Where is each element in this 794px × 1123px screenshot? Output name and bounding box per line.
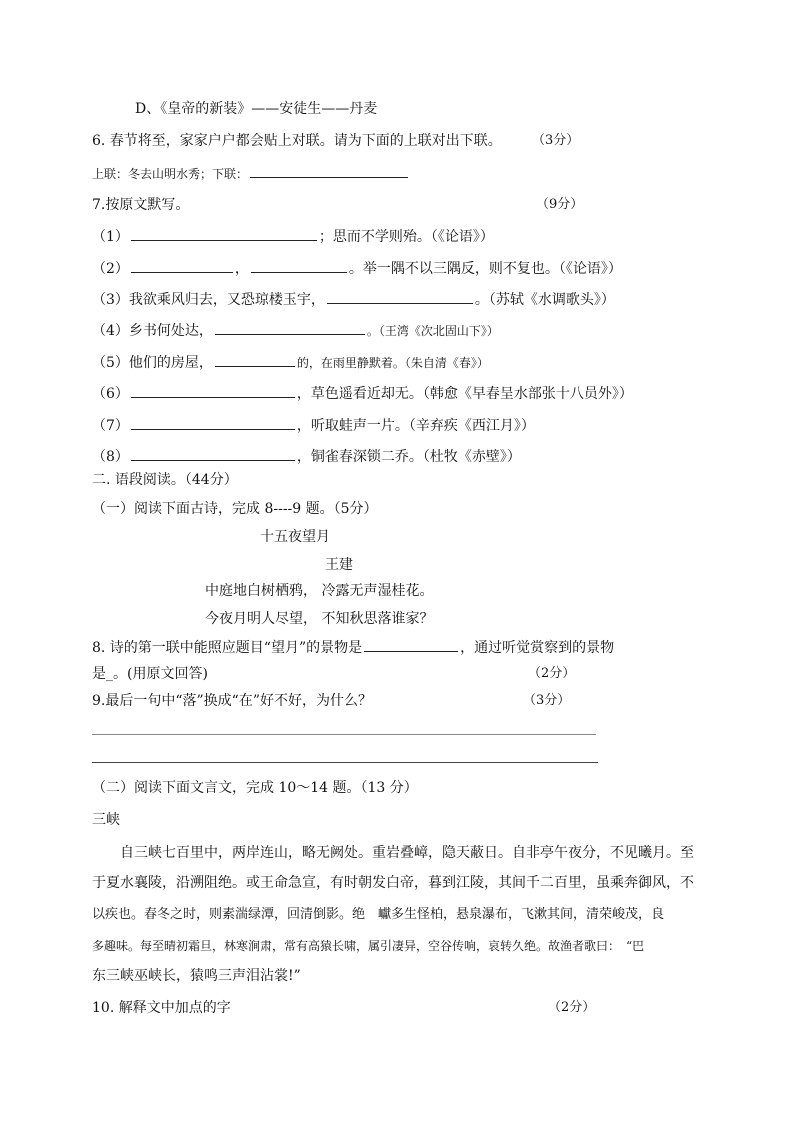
q7-item-num: （8） [92, 449, 129, 465]
q7-item-num: （3） [92, 292, 129, 308]
q7-item-sep: ， [234, 261, 249, 277]
q7-blank[interactable] [215, 320, 365, 335]
q7-item-num: （5） [92, 355, 129, 371]
q7-item-num: （4） [92, 323, 129, 339]
q8-question [92, 637, 614, 658]
q7-item-1 [92, 226, 494, 247]
part1-intro: （一）阅读下面古诗，完成 8----9 题。（5分） [92, 501, 378, 517]
essay-line-3: 以疾也。春冬之时，则素湍绿潭，回清倒影。绝 巘多生怪柏，悬泉瀑布，飞漱其间，清荣峻茂，良 [92, 907, 665, 922]
poem-line-2: 今夜月明人尽望， 不知秋思落谁家？ [205, 611, 434, 627]
q9-answer-line-2[interactable] [92, 762, 598, 763]
q7-item-text: 。（王湾《次北固山下》） [366, 324, 499, 338]
essay-line-4: 多趣味。每至晴初霜旦，林寒涧肃，常有高猿长啸，属引凄异，空谷传响，哀转久绝。故渔者歌曰： “巴 [92, 939, 645, 953]
q9-answer-line-1[interactable] [92, 734, 596, 735]
q6-couplet [92, 163, 410, 184]
q7-question: 7.按原文默写。 [92, 197, 190, 213]
q7-item-2 [92, 258, 622, 279]
q7-item-text: 我欲乘风归去，又恐琼楼玉宇， [128, 292, 325, 308]
q5-option-d: D、《皇帝的新装》——安徒生——丹麦 [135, 101, 378, 117]
q6-couplet-prefix: 上联：冬去山明水秀；下联： [92, 167, 249, 181]
q7-item-num: （1） [92, 229, 129, 245]
q8-text: 8. 诗的第一联中能照应题目“望月”的景物是 [92, 640, 363, 656]
q7-blank[interactable] [327, 289, 473, 304]
q6-answer-blank[interactable] [250, 163, 408, 178]
q8-text: ，通过听觉赏察到的景物 [460, 640, 615, 656]
q7-blank[interactable] [131, 383, 295, 398]
q7-blank[interactable] [215, 352, 295, 367]
q8-blank[interactable] [364, 637, 458, 652]
q7-item-num: （2） [92, 261, 129, 277]
q7-points: （9分） [536, 197, 584, 212]
q9-question: 9.最后一句中“落”换成“在”好不好，为什么？ [92, 693, 372, 709]
q7-item-4 [92, 320, 499, 341]
q7-item-text: ，草色遥看近却无。（韩愈《早春呈水部张十八员外》） [296, 386, 633, 402]
q8-question-cont: 是_。(用原文回答) [92, 666, 208, 682]
q7-blank[interactable] [251, 258, 347, 273]
poem-author: 王建 [325, 557, 353, 573]
essay-line-1: 自三峡七百里中，两岸连山，略无阙处。重岩叠嶂，隐天蔽日。自非亭午夜分，不见曦月。至 [120, 845, 694, 861]
essay-line-5: 东三峡巫峡长，猿鸣三声泪沾裳!” [92, 968, 301, 984]
q7-item-text: 乡书何处达， [128, 323, 213, 339]
q7-item-text: 。（苏轼《水调歌头》） [474, 292, 615, 308]
section2-title: 二. 语段阅读。（44分） [92, 472, 238, 488]
part2-intro: （二）阅读下面文言文，完成 10～14 题。（13 分） [92, 780, 418, 796]
q6-question: 6. 春节将至，家家户户都会贴上对联。请为下面的上联对出下联。 [92, 133, 502, 149]
q7-blank[interactable] [131, 226, 317, 241]
q7-item-text: ，听取蛙声一片。（辛弃疾《西江月》） [296, 418, 535, 434]
essay-title: 三峡 [92, 812, 120, 828]
q8-points: （2分） [528, 666, 576, 681]
q7-blank[interactable] [131, 415, 295, 430]
q7-item-text: 他们的房屋， [128, 355, 213, 371]
q7-item-7 [92, 415, 535, 436]
q7-item-text: 的，在雨里静默着。（朱自清《春》） [296, 356, 489, 370]
q7-item-text: ，铜雀春深锁二乔。（杜牧《赤壁》） [296, 449, 521, 465]
q7-item-6 [92, 383, 633, 404]
poem-title: 十五夜望月 [260, 529, 330, 545]
q6-points: （3分） [532, 133, 580, 148]
q7-item-5 [92, 352, 489, 373]
q7-item-text: ；思而不学则殆。（《论语》） [318, 229, 494, 245]
q7-item-text: 。举一隅不以三隅反，则不复也。（《论语》） [348, 261, 622, 277]
q7-item-3 [92, 289, 615, 310]
q7-item-num: （6） [92, 386, 129, 402]
q7-item-8 [92, 446, 521, 467]
q7-blank[interactable] [131, 446, 295, 461]
q7-item-num: （7） [92, 418, 129, 434]
q7-blank[interactable] [131, 258, 233, 273]
q9-points: （3分） [523, 693, 571, 708]
q10-points: （2分） [548, 1000, 596, 1015]
poem-line-1: 中庭地白树栖鸦， 冷露无声湿桂花。 [205, 583, 434, 599]
essay-line-2: 于夏水襄陵，沿溯阻绝。或王命急宣，有时朝发白帝，暮到江陵，其间千二百里，虽乘奔御风，不 [92, 875, 694, 891]
q10-question: 10. 解释文中加点的字 [92, 1000, 231, 1016]
